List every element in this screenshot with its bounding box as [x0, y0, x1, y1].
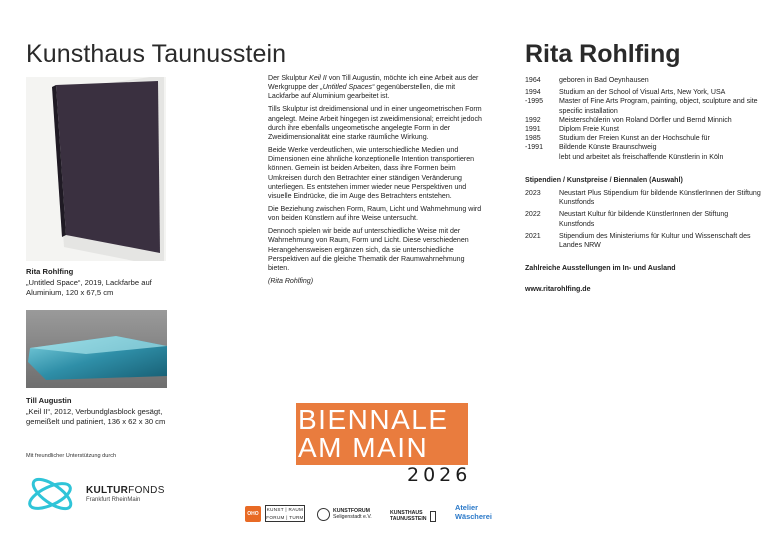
statement-paragraph: Tills Skulptur ist dreidimensional und in einer ungeometrischen Form angelegt. Meine Arbeit hingegen ist zweidimensional; erreicht jedoch durch ihre ebenfalls ungeometische angelegte Form in der Zweidimensionalität eine starke räumliche Wirkung. — [268, 106, 482, 142]
partner-logo-kunsthaus: KUNSTHAUS TAUNUSSTEIN — [390, 506, 448, 526]
cv-text: lebt und arbeitet als freischaffende Künstlerin in Köln — [559, 153, 724, 161]
cv-text: Master of Fine Arts Program, painting, object, sculpture and site specific installation — [559, 98, 758, 115]
caption-keil-ii — [26, 396, 201, 428]
biennale-year: 2026 — [407, 464, 472, 486]
support-note: Mit freundlicher Unterstützung durch — [26, 453, 117, 459]
exhibitions-note: Zahlreiche Ausstellungen im In- und Ausland — [525, 265, 676, 273]
statement-signature: (Rita Rohlfing) — [268, 278, 314, 286]
statement-paragraph: Beide Werke verdeutlichen, wie unterschiedliche Medien und Dimensionen eine ähnliche konzeptionelle Intention transportieren können. Gemein ist beiden Arbeiten, dass ihre Formen beim Umkreisen durch den Betrachter einer ständigen Veränderung unterliegen. Es entstehen immer wieder neue Perspektiven und visuelle Eindrücke, die im Auge des Betrachters entstehen. — [268, 147, 475, 201]
partner-logo-kunstforum: KUNSTFORUM Seligenstadt e.V. — [317, 505, 385, 523]
cv-year: -1991 — [525, 144, 544, 152]
kunsthaus-square-icon — [430, 511, 436, 522]
cv-year: -1995 — [525, 98, 544, 106]
cv-year: 1992 — [525, 116, 541, 124]
venue-title: Kunsthaus Taunusstein — [26, 40, 287, 68]
cv-row — [525, 88, 761, 97]
caption-artist-augustin: Till Augustin — [26, 396, 72, 405]
artwork-photo-untitled-space — [26, 77, 166, 261]
artwork-photo-keil-ii — [26, 310, 167, 388]
caption-artist-rohlfing: Rita Rohlfing — [26, 267, 74, 276]
cv-row — [525, 97, 761, 115]
cv-text: Neustart Kultur für bildende KünstlerInnen der Stiftung Kunstfonds — [559, 211, 729, 228]
cv-year — [525, 153, 559, 162]
grants-heading: Stipendien / Kunstpreise / Biennalen (Auswahl) — [525, 176, 683, 184]
caption-work1-line2: Aluminium, 120 x 67,5 cm — [26, 288, 114, 297]
caption-work1-line1: „Untitled Space“, 2019, Lackfarbe auf — [26, 277, 152, 287]
statement-paragraph: Die Beziehung zwischen Form, Raum, Licht und Wahrnehmung wird von beiden Künstlern auf ihre Weise untersucht. — [268, 206, 482, 223]
cv-year: 1991 — [525, 126, 541, 134]
cv-year: 1985 — [525, 135, 541, 143]
caption-work2-line2: gemeißelt und patiniert, 136 x 62 x 30 cm — [26, 417, 166, 426]
artist-statement — [268, 74, 483, 290]
artist-cv — [525, 76, 761, 295]
cv-text: Studium an der School of Visual Arts, New York, USA — [559, 89, 726, 97]
sponsor-subtitle: Frankfurt RheinMain — [86, 497, 141, 503]
caption-untitled-space — [26, 267, 186, 299]
cv-text: Bildende Künste Braunschweig — [559, 144, 657, 152]
cv-text: Stipendium des Ministeriums für Kultur und Wissenschaft des Landes NRW — [559, 232, 751, 250]
statement-paragraph: Dennoch spielen wir beide auf unterschiedliche Weise mit der Wahrnehmung von Raum, Form und Licht. Diese verschiedenen Herangehensweisen ergänzen sich, da sie unterschiedliche Perspektiven auf die gleiche Thematik der Raumwahrnehmung bieten. — [268, 228, 469, 273]
caption-work2-line1: „Keil II“, 2012, Verbundglasblock gesägt, — [26, 406, 163, 416]
grants-list — [525, 189, 761, 250]
cv-row — [525, 76, 761, 85]
cv-text: geboren in Bad Oeynhausen — [559, 77, 649, 84]
cv-row — [525, 210, 761, 228]
keil-ii-image — [26, 310, 167, 388]
kulturfonds-logo-icon — [26, 470, 82, 520]
cv-row — [525, 134, 761, 143]
cv-row — [525, 153, 761, 162]
cv-year: 1994 — [525, 89, 541, 97]
cv-year: 2021 — [525, 232, 541, 240]
partner-logo-oho: OHO — [245, 506, 261, 522]
cv-row — [525, 143, 761, 152]
kunstforum-circle-icon — [317, 508, 330, 521]
artist-website-link[interactable]: www.ritarohlfing.de — [525, 286, 591, 294]
statement-paragraph: Der Skulptur Keil II von Till Augustin, möchte ich eine Arbeit aus der Werkgruppe der „Untitled Spaces“ gegenüberstellen, die mit Lackfarbe auf Aluminium gearbeitet ist. — [268, 75, 479, 101]
cv-row — [525, 189, 761, 207]
artist-name-heading: Rita Rohlfing — [525, 40, 681, 68]
cv-year: 2023 — [525, 190, 541, 198]
cv-year: 1964 — [525, 77, 541, 84]
cv-text: Studium der Freien Kunst an der Hochschule für — [559, 135, 710, 143]
sponsor-name: KULTURFONDS — [86, 485, 165, 496]
partner-logo-atelier: Atelier Wäscherei — [455, 503, 492, 521]
cv-text: Meisterschülerin von Roland Dörfler und Bernd Minnich — [559, 116, 732, 124]
cv-row — [525, 116, 761, 125]
cv-row — [525, 232, 761, 250]
cv-row — [525, 125, 761, 134]
cv-year: 2022 — [525, 211, 541, 219]
biennale-logo — [296, 403, 468, 465]
biennale-line1: BIENNALE — [298, 404, 449, 435]
cv-text: Neustart Plus Stipendium für bildende KünstlerInnen der Stiftung Kunstfonds — [559, 190, 761, 207]
bio-list — [525, 76, 761, 162]
untitled-space-image — [26, 77, 166, 261]
biennale-line2: AM MAIN — [298, 432, 429, 463]
partner-logo-kunstraum: KUNST | RAUM FORUM | TURM — [265, 505, 305, 522]
cv-text: Diplom Freie Kunst — [559, 126, 619, 134]
